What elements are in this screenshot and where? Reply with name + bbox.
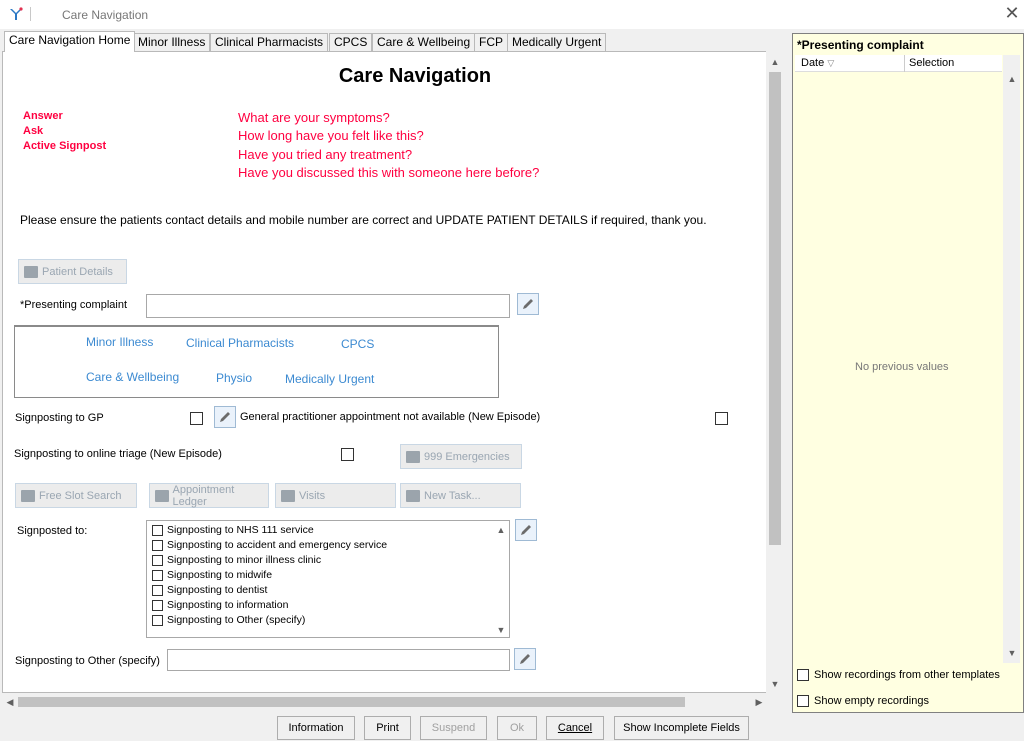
question-discussed: Have you discussed this with someone here before? bbox=[238, 165, 540, 180]
presenting-complaint-input[interactable] bbox=[146, 294, 510, 318]
scroll-down-arrow-icon[interactable]: ▼ bbox=[770, 679, 780, 689]
question-duration: How long have you felt like this? bbox=[238, 128, 424, 143]
instruction-text: Please ensure the patients contact details and mobile number are correct and UPDATE PATIENT DETAILS if required, thank you. bbox=[20, 213, 707, 227]
list-item-checkbox[interactable] bbox=[152, 615, 163, 626]
question-treatment: Have you tried any treatment? bbox=[238, 147, 413, 162]
other-specify-label: Signposting to Other (specify) bbox=[15, 655, 160, 667]
tab-care-navigation-home[interactable]: Care Navigation Home bbox=[4, 31, 135, 52]
nav-link-cpcs[interactable]: CPCS bbox=[341, 337, 375, 351]
signposting-gp-checkbox[interactable] bbox=[190, 412, 203, 425]
aaa-active-signpost: Active Signpost bbox=[23, 140, 107, 152]
question-symptoms: What are your symptoms? bbox=[238, 110, 390, 125]
column-header-selection[interactable]: Selection bbox=[909, 57, 955, 69]
scroll-left-arrow-icon[interactable]: ◀ bbox=[6, 697, 14, 707]
show-empty-recordings-option[interactable]: Show empty recordings bbox=[797, 695, 929, 707]
online-triage-checkbox[interactable] bbox=[341, 448, 354, 461]
tab-cpcs[interactable]: CPCS bbox=[329, 33, 372, 51]
page-title: Care Navigation bbox=[338, 65, 492, 87]
tab-minor-illness[interactable]: Minor Illness bbox=[133, 33, 210, 51]
ok-button[interactable]: Ok bbox=[497, 716, 537, 740]
free-slot-search-button[interactable]: Free Slot Search bbox=[15, 483, 137, 508]
other-specify-input[interactable] bbox=[167, 649, 510, 671]
pencil-icon bbox=[519, 523, 533, 537]
signposted-to-edit-button[interactable] bbox=[515, 519, 537, 541]
show-incomplete-fields-button[interactable]: Show Incomplete Fields bbox=[614, 716, 749, 740]
signposting-gp-label: Signposting to GP bbox=[15, 412, 104, 424]
show-other-templates-checkbox[interactable] bbox=[797, 669, 809, 681]
list-item-checkbox[interactable] bbox=[152, 600, 163, 611]
close-icon[interactable]: ✕ bbox=[1004, 3, 1020, 23]
list-item[interactable]: Signposting to accident and emergency service bbox=[152, 539, 387, 551]
cancel-button[interactable]: Cancel bbox=[546, 716, 604, 740]
emergencies-999-button[interactable]: 999 Emergencies bbox=[400, 444, 522, 469]
ambulance-icon bbox=[406, 451, 420, 463]
column-separator[interactable] bbox=[904, 55, 905, 72]
column-header-date[interactable]: Date ▽ bbox=[801, 57, 835, 69]
list-scroll-up-icon[interactable]: ▲ bbox=[496, 525, 506, 535]
visits-button[interactable]: Visits bbox=[275, 483, 396, 508]
print-button[interactable]: Print bbox=[364, 716, 411, 740]
gp-unavailable-checkbox[interactable] bbox=[715, 412, 728, 425]
new-task-button[interactable]: New Task... bbox=[400, 483, 521, 508]
scroll-right-arrow-icon[interactable]: ▶ bbox=[755, 697, 763, 707]
list-item-checkbox[interactable] bbox=[152, 555, 163, 566]
title-bar bbox=[0, 0, 1024, 29]
show-other-templates-option[interactable]: Show recordings from other templates bbox=[797, 669, 1000, 681]
ledger-icon bbox=[155, 490, 169, 502]
nav-link-minor-illness[interactable]: Minor Illness bbox=[86, 335, 154, 349]
pencil-icon bbox=[521, 297, 535, 311]
empty-state-text: No previous values bbox=[855, 361, 949, 373]
history-panel-title: *Presenting complaint bbox=[797, 38, 924, 52]
visits-icon bbox=[281, 490, 295, 502]
other-specify-edit-button[interactable] bbox=[514, 648, 536, 670]
list-item[interactable]: Signposting to dentist bbox=[152, 584, 267, 596]
nav-link-physio[interactable]: Physio bbox=[216, 371, 253, 385]
vertical-scroll-thumb[interactable] bbox=[769, 72, 781, 545]
list-item-checkbox[interactable] bbox=[152, 525, 163, 536]
list-item-checkbox[interactable] bbox=[152, 585, 163, 596]
nav-link-care-wellbeing[interactable]: Care & Wellbeing bbox=[86, 370, 180, 384]
suspend-button[interactable]: Suspend bbox=[420, 716, 487, 740]
calendar-icon bbox=[21, 490, 35, 502]
aaa-ask: Ask bbox=[23, 125, 44, 137]
presenting-complaint-label: *Presenting complaint bbox=[20, 299, 128, 311]
list-item[interactable]: Signposting to information bbox=[152, 599, 288, 611]
history-scrollbar[interactable] bbox=[1003, 55, 1020, 663]
online-triage-label: Signposting to online triage (New Episode) bbox=[14, 448, 222, 460]
gp-unavailable-label: General practitioner appointment not available (New Episode) bbox=[240, 411, 541, 423]
signposting-gp-edit-button[interactable] bbox=[214, 406, 236, 428]
signposted-to-label: Signposted to: bbox=[17, 525, 88, 537]
nav-link-medically-urgent[interactable]: Medically Urgent bbox=[285, 372, 375, 386]
information-button[interactable]: Information bbox=[277, 716, 355, 740]
title-separator bbox=[30, 7, 31, 21]
presenting-complaint-edit-button[interactable] bbox=[517, 293, 539, 315]
horizontal-scroll-thumb[interactable] bbox=[18, 697, 685, 707]
pencil-icon bbox=[518, 652, 532, 666]
list-scroll-down-icon[interactable]: ▼ bbox=[496, 625, 506, 635]
show-empty-recordings-checkbox[interactable] bbox=[797, 695, 809, 707]
signposted-to-list[interactable] bbox=[146, 520, 510, 638]
nav-link-clinical-pharmacists[interactable]: Clinical Pharmacists bbox=[186, 336, 295, 350]
app-logo-icon bbox=[8, 6, 24, 22]
history-scroll-up-icon[interactable]: ▲ bbox=[1007, 74, 1017, 84]
scroll-up-arrow-icon[interactable]: ▲ bbox=[770, 57, 780, 67]
pencil-icon bbox=[218, 410, 232, 424]
list-item[interactable]: Signposting to midwife bbox=[152, 569, 272, 581]
tab-care-wellbeing[interactable]: Care & Wellbeing bbox=[372, 33, 475, 51]
task-icon bbox=[406, 490, 420, 502]
filter-icon[interactable]: ▽ bbox=[827, 58, 835, 68]
patient-details-button[interactable]: Patient Details bbox=[18, 259, 127, 284]
list-item[interactable]: Signposting to NHS 111 service bbox=[152, 524, 314, 536]
patient-details-icon bbox=[24, 266, 38, 278]
list-item[interactable]: Signposting to minor illness clinic bbox=[152, 554, 321, 566]
window-title: Care Navigation bbox=[62, 8, 149, 22]
list-item-checkbox[interactable] bbox=[152, 540, 163, 551]
history-panel bbox=[792, 33, 1024, 713]
list-item[interactable]: Signposting to Other (specify) bbox=[152, 614, 305, 626]
tab-fcp[interactable]: FCP bbox=[474, 33, 508, 51]
appointment-ledger-button[interactable]: Appointment Ledger bbox=[149, 483, 269, 508]
tab-medically-urgent[interactable]: Medically Urgent bbox=[507, 33, 606, 51]
history-scroll-down-icon[interactable]: ▼ bbox=[1007, 648, 1017, 658]
list-item-checkbox[interactable] bbox=[152, 570, 163, 581]
aaa-answer: Answer bbox=[23, 110, 63, 122]
tab-clinical-pharmacists[interactable]: Clinical Pharmacists bbox=[210, 33, 328, 51]
